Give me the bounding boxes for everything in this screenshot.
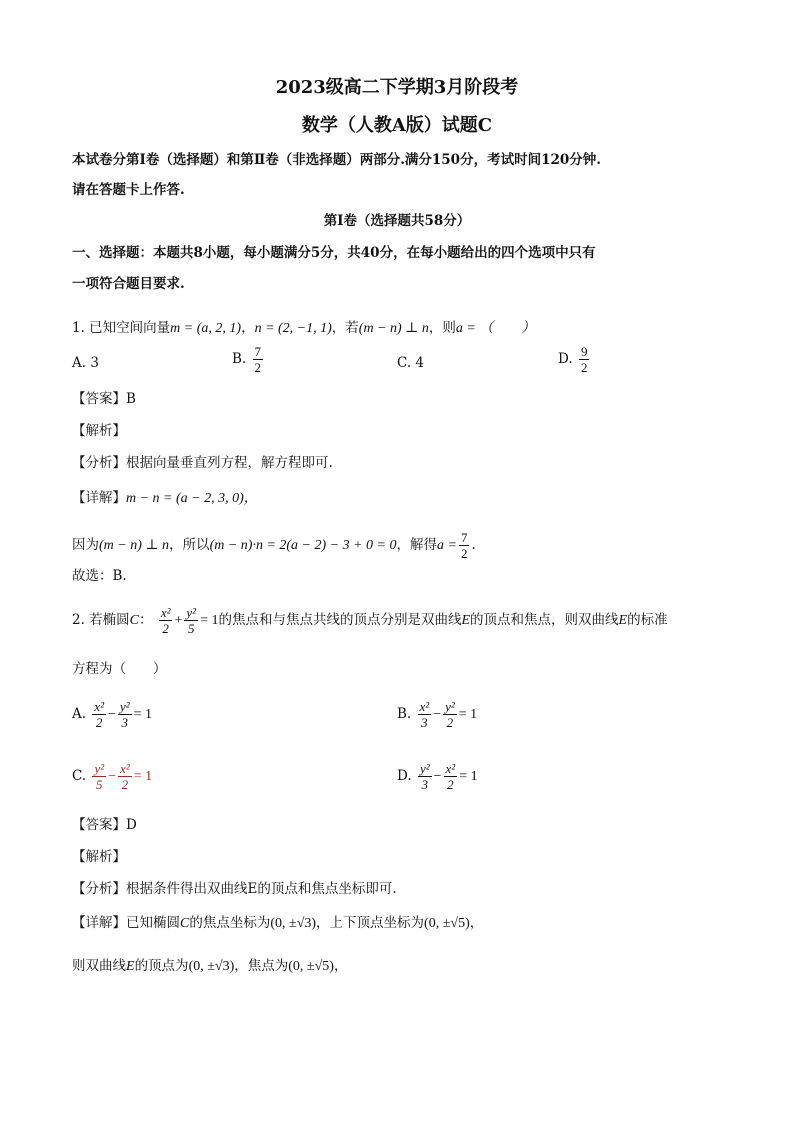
section-instruction-1: 一、选择题：本题共8小题，每小题满分5分，共40分，在每小题给出的四个选项中只有 <box>72 245 596 261</box>
fraction-numerator: y² <box>445 699 455 714</box>
equals-one: = 1 <box>458 707 478 722</box>
q1-analysis-label: 【解析】 <box>72 423 126 439</box>
intro-line-1: 本试卷分第Ⅰ卷（选择题）和第Ⅱ卷（非选择题）两部分.满分150分，考试时间120分钟. <box>72 152 601 168</box>
fraction-denominator: 2 <box>580 360 588 375</box>
page-title: 2023级高二下学期3月阶段考 <box>275 77 519 98</box>
q2-hyperbola-ref: E <box>126 959 135 974</box>
q1-because: 因为 <box>72 537 99 553</box>
q2-hyperbola-foci: (0, ±√5) <box>288 959 334 974</box>
equals-one: = 1 <box>133 769 153 784</box>
fraction-denominator: 5 <box>96 777 103 792</box>
fraction-numerator: y² <box>186 605 197 620</box>
q2-stem <box>72 605 668 636</box>
fraction-denominator: 5 <box>187 621 195 636</box>
q1-ask: a = （ ） <box>455 321 536 336</box>
fraction-numerator: 9 <box>580 344 588 359</box>
q2-option-a-term-2 <box>118 699 132 730</box>
fraction-denominator: 3 <box>421 715 428 730</box>
q2-option-c <box>72 761 152 792</box>
q2-option-a-term-1 <box>92 699 106 730</box>
q2-option-c-term-1 <box>92 761 106 792</box>
page-subtitle: 数学（人教A版）试题C <box>301 115 493 136</box>
q2-analysis-label: 【解析】 <box>72 849 126 865</box>
q1-option-d-label: D. <box>558 351 573 367</box>
q2-foci: (0, ±√3) <box>270 916 317 931</box>
fraction-numerator: x² <box>445 761 456 776</box>
q2-detail-line-2 <box>72 957 347 976</box>
q2-option-b-term-1 <box>418 699 432 730</box>
q1-option-d <box>558 344 591 375</box>
q2-detail1a: 【详解】已知椭圆 <box>72 915 180 931</box>
intro-line-2: 请在答题卡上作答. <box>72 182 185 198</box>
q1-fenxi: 【分析】根据向量垂直列方程，解方程即可. <box>72 455 333 471</box>
minus-sign: − <box>108 769 117 784</box>
fraction-numerator: x² <box>419 699 430 714</box>
fraction-numerator: x² <box>120 761 130 776</box>
fraction-denominator: 3 <box>421 777 429 792</box>
fraction-denominator: 2 <box>460 546 468 561</box>
q2-option-c-label: C. <box>72 768 87 784</box>
q1-stem <box>72 319 535 338</box>
q1-solution-line: 因为(m − n) ⊥ n，所以(m − n)·n = 2(a − 2) − 3 + 0 = 0，解得a = $\frac{7}{2}$ . <box>72 530 476 561</box>
q2-ellipse-ref: C <box>180 916 190 931</box>
q2-detail2c: ，焦点为 <box>234 958 289 974</box>
q1-detail <box>72 489 258 508</box>
q2-rest2: 的顶点和焦点，则双曲线 <box>470 612 619 628</box>
q2-detail1c: ，上下顶点坐标为 <box>316 915 425 931</box>
q1-solve: ，解得 <box>396 537 438 553</box>
minus-sign: − <box>433 769 442 784</box>
q2-ellipse-name: C <box>129 613 140 628</box>
q2-ellipse-x-term <box>159 605 173 636</box>
q2-plus: + <box>174 613 183 628</box>
q2-eq: = 1 <box>200 613 219 628</box>
q2-rest3: 的标准 <box>627 612 668 628</box>
fraction-numerator: y² <box>419 761 430 776</box>
q1-if: ，若 <box>331 320 359 336</box>
q2-stem-line-2: 方程为（ ） <box>72 661 167 677</box>
fraction-numerator: 7 <box>460 530 468 545</box>
q1-detail-label: 【详解】 <box>72 490 126 506</box>
q2-option-b-term-2 <box>443 699 457 730</box>
q1-option-d-fraction <box>579 344 590 375</box>
q2-lead: 2. 若椭圆 <box>72 612 130 628</box>
q1-a-eq: a = <box>437 538 457 553</box>
q2-option-a <box>72 699 152 730</box>
q1-option-b-label: B. <box>232 351 247 367</box>
q2-detail-line-1 <box>72 914 483 933</box>
q2-colon: ： <box>139 612 153 628</box>
fraction-denominator: 2 <box>95 715 103 730</box>
fraction-numerator: 7 <box>254 344 262 359</box>
q2-detail1d: ， <box>469 915 484 931</box>
minus-sign: − <box>433 707 442 722</box>
fraction-denominator: 2 <box>254 360 262 375</box>
q1-option-b-fraction <box>253 344 264 375</box>
q1-so-expr: (m − n)·n = 2(a − 2) − 3 + 0 = 0 <box>209 538 397 553</box>
q2-fenxi: 【分析】根据条件得出双曲线E的顶点和焦点坐标即可. <box>72 881 397 897</box>
fraction-numerator: y² <box>119 699 130 714</box>
q2-detail2a: 则双曲线 <box>72 958 126 974</box>
q2-option-d <box>397 761 478 792</box>
q1-a-fraction <box>459 530 470 561</box>
fraction-denominator: 2 <box>446 715 454 730</box>
q1-detail-equation: m − n = (a − 2, 3, 0)， <box>126 491 258 506</box>
q2-ellipse-y-term <box>184 605 198 636</box>
q2-option-b <box>397 699 477 730</box>
fraction-numerator: x² <box>94 699 105 714</box>
q1-then: ，则 <box>428 320 456 336</box>
q1-answer: 【答案】B <box>72 391 136 407</box>
minus-sign: − <box>108 707 116 722</box>
q1-option-a: A. 3 <box>72 355 99 371</box>
q2-answer: 【答案】D <box>72 817 137 833</box>
q2-hyperbola-vertices: (0, ±√3) <box>188 959 235 974</box>
section-instruction-2: 一项符合题目要求. <box>72 276 185 292</box>
q2-option-d-term-1 <box>418 761 432 792</box>
q1-because-expr: (m − n) ⊥ n <box>99 538 170 553</box>
q2-detail1b: 的焦点坐标为 <box>189 915 271 931</box>
q1-vector-n: n = (2, −1, 1) <box>254 321 332 336</box>
q1-vector-m: m = (a, 2, 1) <box>170 321 242 336</box>
fraction-denominator: 2 <box>121 777 129 792</box>
q1-perp-condition: (m − n) ⊥ n <box>358 321 429 336</box>
q2-option-d-term-2 <box>444 761 458 792</box>
q2-vertices: (0, ±√5) <box>424 916 470 931</box>
fraction-denominator: 2 <box>162 621 169 636</box>
q2-option-a-label: A. <box>72 706 87 722</box>
q1-option-b <box>232 344 265 375</box>
q1-lead: 1. 已知空间向量 <box>72 320 171 336</box>
q1-choose: 故选：B. <box>72 568 127 584</box>
fraction-numerator: y² <box>94 761 105 776</box>
q2-hyperbola-name-2: E <box>618 613 628 628</box>
q2-option-c-term-2 <box>118 761 132 792</box>
fraction-numerator: x² <box>160 605 171 620</box>
q2-rest: 的焦点和与焦点共线的顶点分别是双曲线 <box>218 612 462 628</box>
q2-hyperbola-name: E <box>461 613 471 628</box>
fraction-denominator: 2 <box>447 777 454 792</box>
q1-sep: ， <box>241 320 255 336</box>
q1-so: ，所以 <box>169 537 210 553</box>
fraction-denominator: 3 <box>121 715 128 730</box>
equals-one: = 1 <box>133 707 152 722</box>
q2-detail2b: 的顶点为 <box>134 958 189 974</box>
q1-option-c: C. 4 <box>397 355 425 371</box>
q2-option-b-label: B. <box>397 706 412 722</box>
q2-detail2d: ， <box>333 958 348 974</box>
section-heading: 第Ⅰ卷（选择题共58分） <box>323 213 471 229</box>
equals-one: = 1 <box>459 769 478 784</box>
q2-option-d-label: D. <box>397 768 412 784</box>
